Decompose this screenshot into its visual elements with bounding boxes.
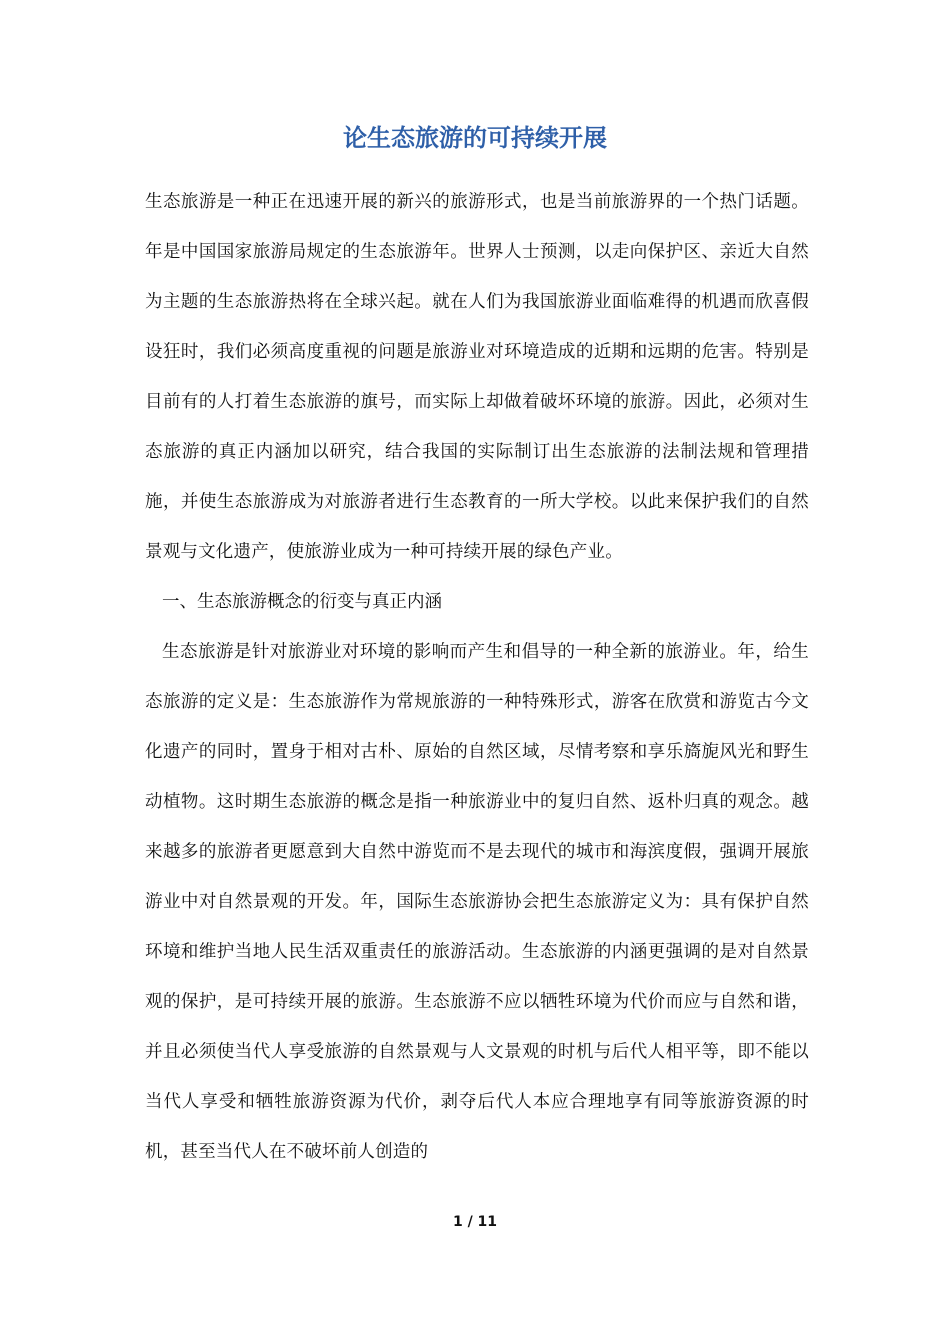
document-body: [145, 177, 809, 1177]
section-heading: 一、生态旅游概念的衍变与真正内涵: [162, 592, 442, 612]
section-paragraph: 生态旅游是针对旅游业对环境的影响而产生和倡导的一种全新的旅游业。年，给生态旅游的定义是：生态旅游作为常规旅游的一种特殊形式，游客在欣赏和游览古今文化遗产的同时，置身于相对古朴、原始的自然区域，尽情考察和享乐旖旎风光和野生动植物。这时期生态旅游的概念是指一种旅游业中的复归自然、返朴归真的观念。越来越多的旅游者更愿意到大自然中游览而不是去现代的城市和海滨度假，强调开展旅游业中对自然景观的开发。年，国际生态旅游协会把生态旅游定义为：具有保护自然环境和维护当地人民生活双重责任的旅游活动。生态旅游的内涵更强调的是对自然景观的保护，是可持续开展的旅游。生态旅游不应以牺牲环境为代价而应与自然和谐，并且必须使当代人享受旅游的自然景观与人文景观的时机与后代人相平等，即不能以当代人享受和牺牲旅游资源为代价，剥夺后代人本应合理地享有同等旅游资源的时机，甚至当代人在不破坏前人创造的: [145, 642, 809, 1162]
intro-paragraph: 生态旅游是一种正在迅速开展的新兴的旅游形式，也是当前旅游界的一个热门话题。年是中国国家旅游局规定的生态旅游年。世界人士预测，以走向保护区、亲近大自然为主题的生态旅游热将在全球兴起。就在人们为我国旅游业面临难得的机遇而欣喜假设狂时，我们必须高度重视的问题是旅游业对环境造成的近期和远期的危害。特别是目前有的人打着生态旅游的旗号，而实际上却做着破坏环境的旅游。因此，必须对生态旅游的真正内涵加以研究，结合我国的实际制订出生态旅游的法制法规和管理措施，并使生态旅游成为对旅游者进行生态教育的一所大学校。以此来保护我们的自然景观与文化遗产，使旅游业成为一种可持续开展的绿色产业。: [145, 192, 809, 562]
page-number: 1 / 11: [452, 1214, 498, 1230]
document-title: 论生态旅游的可持续开展: [343, 123, 607, 152]
